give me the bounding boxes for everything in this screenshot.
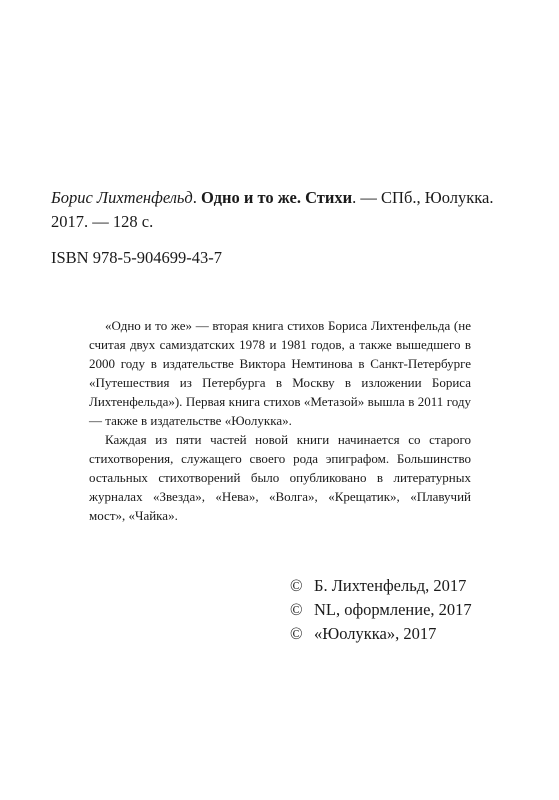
copyright-symbol: © [290,576,303,595]
annotation-paragraph: «Одно и то же» — вторая книга стихов Бориса Лихтенфельда (не считая двух самиздатских 1978 и 1981 годов, а также вышедшего в 2000 году в издательстве Виктора Немтинова в Санкт-Петербурге «Путешествия из Петербурга в Москву в изложении Бориса Лихтенфельда»). Первая книга стихов «Метазой» вышла в 2011 году — также в издательстве «Юолукка». [89,318,471,428]
copyright-block [290,574,472,646]
copyright-line [290,622,472,646]
book-title: Одно и то же. Стихи [201,188,353,207]
copyright-line [290,574,472,598]
bibliographic-entry: Борис Лихтенфельд. Одно и то же. Стихи. — СПб., Юолукка. 2017. — 128 с. [51,188,494,231]
copyright-text: «Юолукка», 2017 [314,624,437,643]
copyright-text: Б. Лихтенфельд, 2017 [314,576,467,595]
imprint-line: . — СПб., Юолукка. [352,188,494,207]
isbn: ISBN 978-5-904699-43-7 [51,248,222,267]
author-name: Борис Лихтенфельд [51,188,193,207]
copyright-line [290,598,472,622]
imprint-year-pages: 2017. — 128 с. [51,212,154,231]
copyright-symbol: © [290,624,303,643]
copyright-symbol: © [290,600,303,619]
annotation-paragraph: Каждая из пяти частей новой книги начинается со старого стихотворения, служащего своего рода эпиграфом. Большинство остальных стихотворений было опубликовано в литературных журналах «Звезда», «Нева», «Волга», «Крещатик», «Плавучий мост», «Чайка». [89,432,471,523]
annotation [89,316,471,525]
copyright-text: NL, оформление, 2017 [314,600,472,619]
